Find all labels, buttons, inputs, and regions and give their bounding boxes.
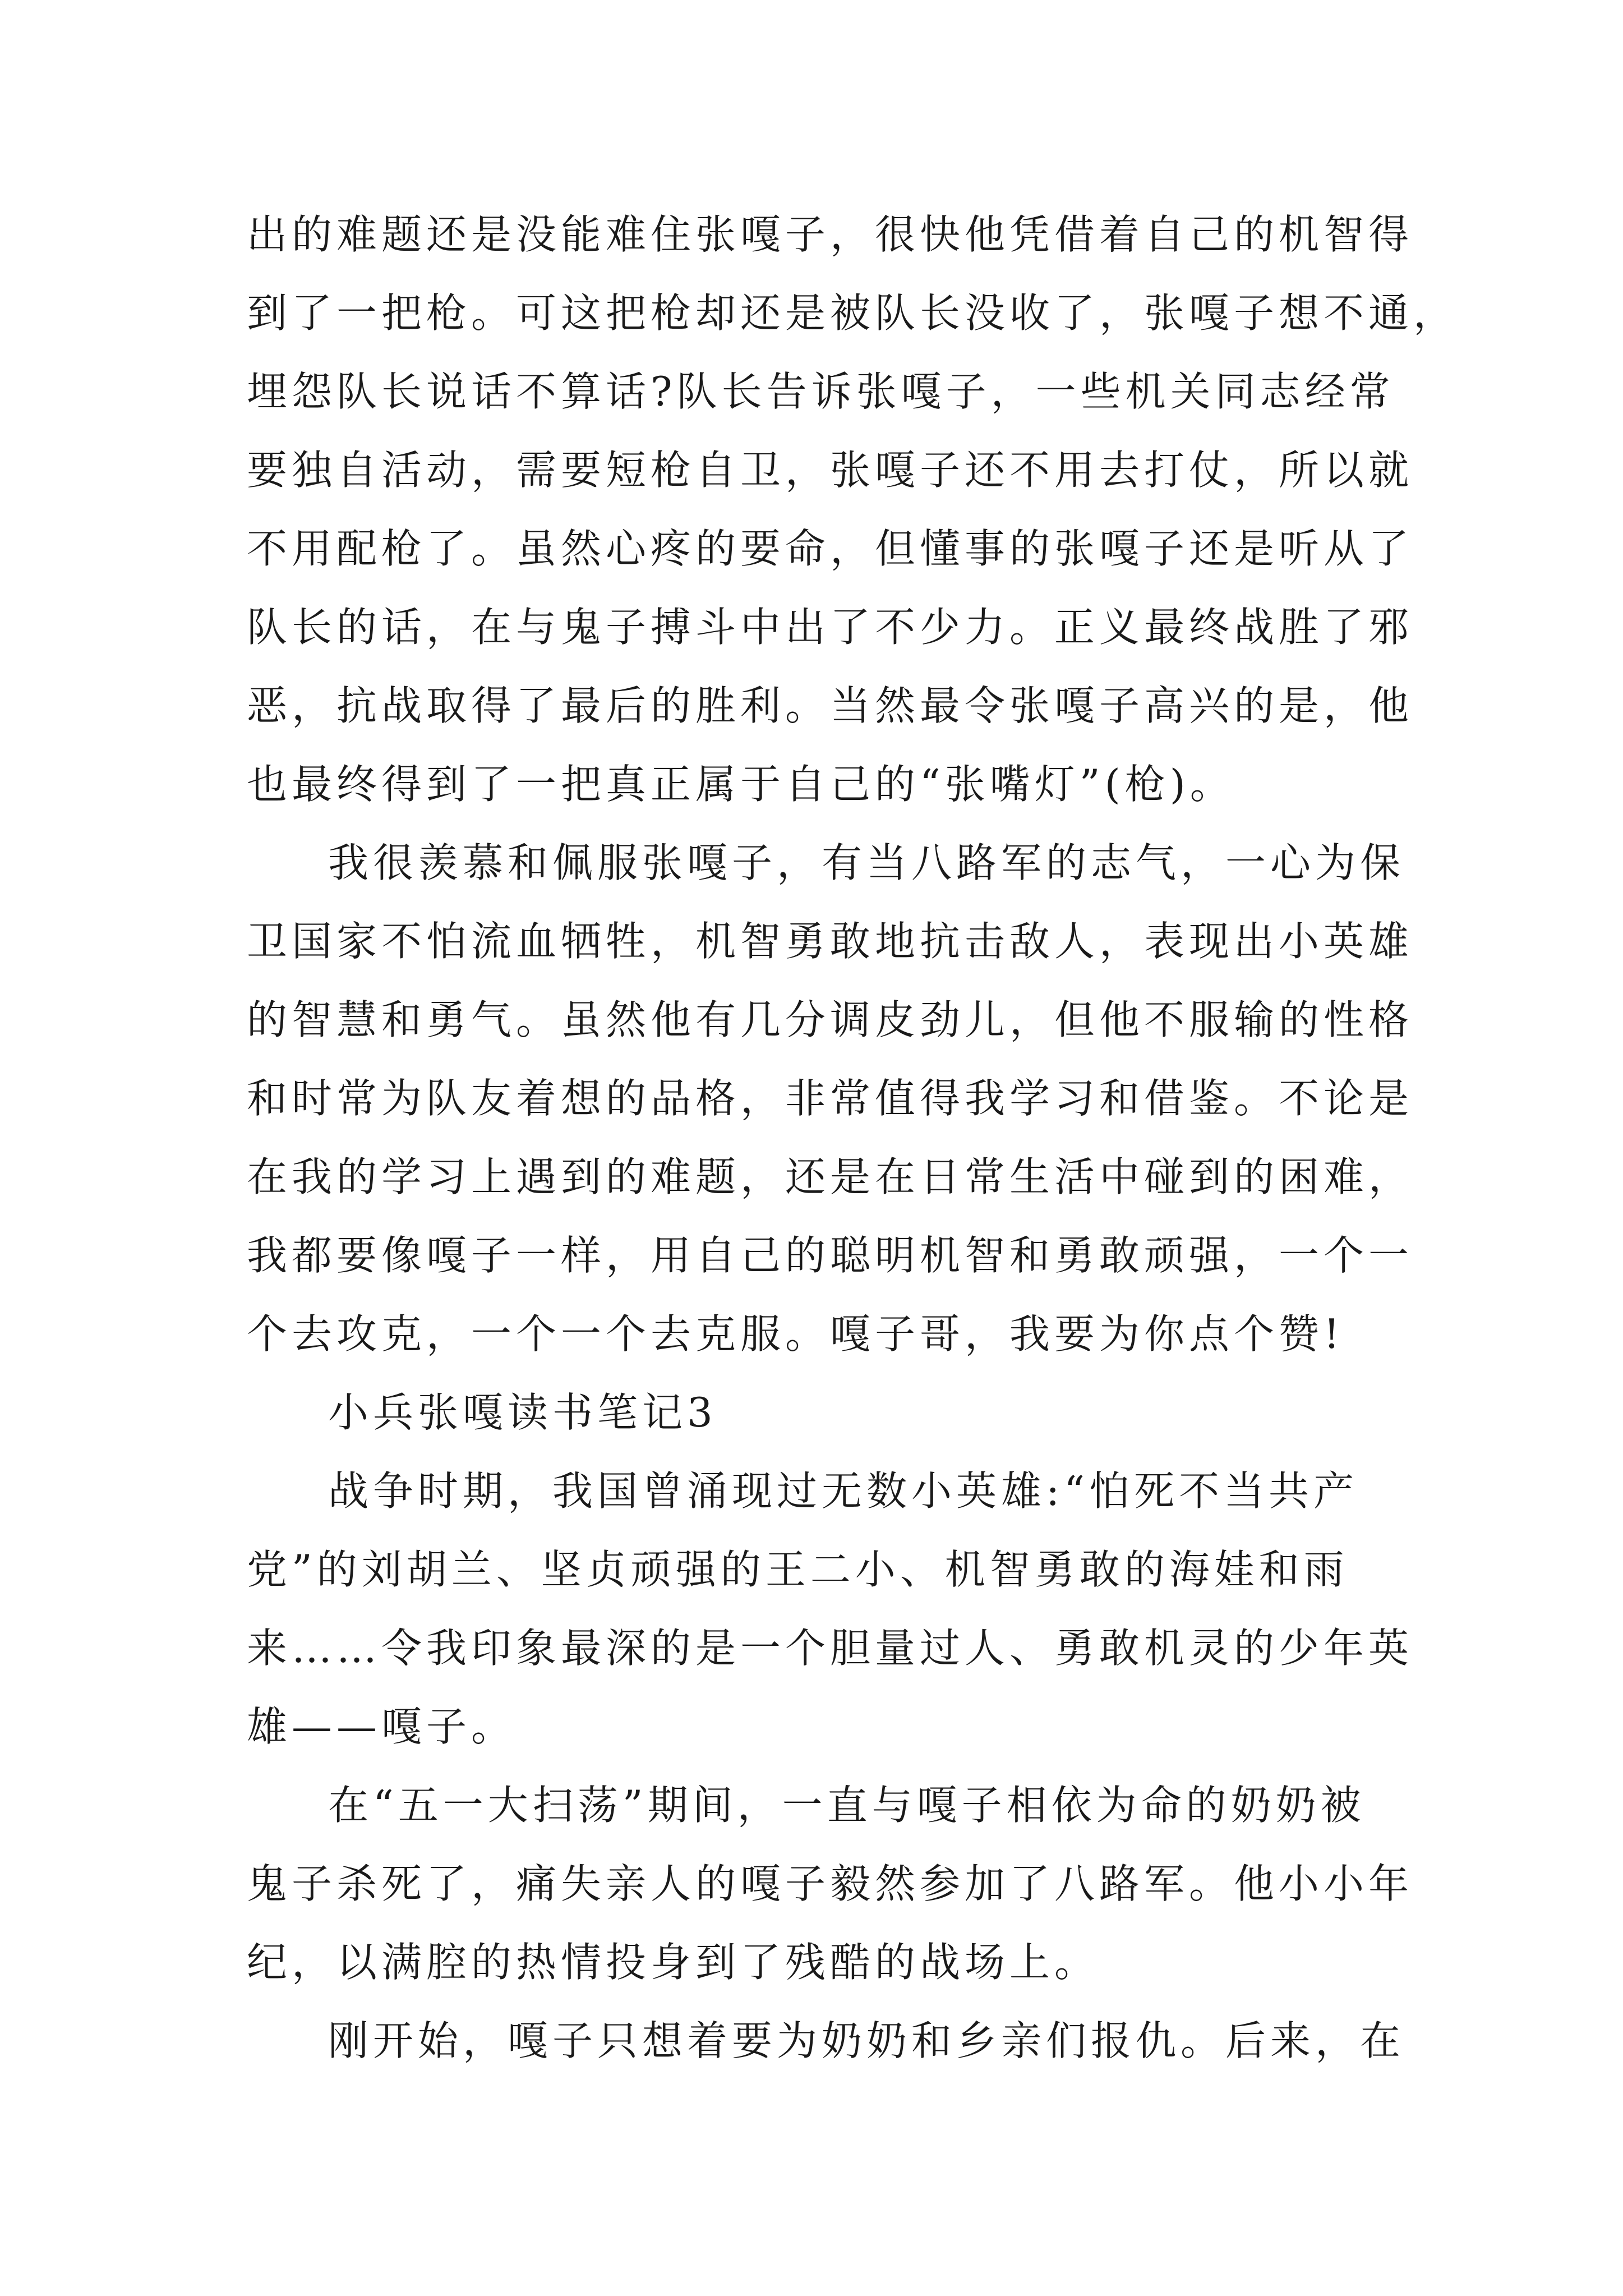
text-line: 埋怨队长说话不算话?队长告诉张嘎子，一些机关同志经常 xyxy=(247,368,1395,415)
text-line: 纪，以满腔的热情投身到了残酷的战场上。 xyxy=(247,1939,1100,1986)
text-line: 恶，抗战取得了最后的胜利。当然最令张嘎子高兴的是，他 xyxy=(247,682,1414,729)
text-line: 鬼子杀死了，痛失亲人的嘎子毅然参加了八路军。他小小年 xyxy=(247,1860,1414,1907)
text-line: 到了一把枪。可这把枪却还是被队长没收了，张嘎子想不通， xyxy=(247,289,1459,337)
section-heading: 小兵张嘎读书笔记3 xyxy=(328,1389,717,1436)
text-line: 卫国家不怕流血牺牲，机智勇敢地抗击敌人，表现出小英雄 xyxy=(247,918,1414,965)
paragraph-start-line: 我很羡慕和佩服张嘎子，有当八路军的志气，一心为保 xyxy=(328,839,1405,886)
text-line: 个去攻克，一个一个去克服。嘎子哥，我要为你点个赞! xyxy=(247,1310,1344,1358)
paragraph-start-line: 刚开始，嘎子只想着要为奶奶和乡亲们报仇。后来，在 xyxy=(328,2017,1405,2064)
text-line: 也最终得到了一把真正属于自己的“张嘴灯”(枪)。 xyxy=(247,761,1235,808)
text-line: 党”的刘胡兰、坚贞顽强的王二小、机智勇敢的海娃和雨 xyxy=(247,1546,1349,1593)
text-line: 的智慧和勇气。虽然他有几分调皮劲儿，但他不服输的性格 xyxy=(247,996,1414,1043)
paragraph-start-line: 在“五一大扫荡”期间，一直与嘎子相依为命的奶奶被 xyxy=(328,1782,1366,1829)
text-line: 和时常为队友着想的品格，非常值得我学习和借鉴。不论是 xyxy=(247,1075,1414,1122)
text-line: 雄——嘎子。 xyxy=(247,1703,517,1750)
text-line: 出的难题还是没能难住张嘎子，很快他凭借着自己的机智得 xyxy=(247,211,1414,258)
text-line: 来……令我印象最深的是一个胆量过人、勇敢机灵的少年英 xyxy=(247,1625,1414,1672)
text-line: 要独自活动，需要短枪自卫，张嘎子还不用去打仗，所以就 xyxy=(247,447,1414,494)
text-line: 不用配枪了。虽然心疼的要命，但懂事的张嘎子还是听从了 xyxy=(247,525,1414,572)
paragraph-start-line: 战争时期，我国曾涌现过无数小英雄:“怕死不当共产 xyxy=(328,1467,1359,1515)
text-line: 队长的话，在与鬼子搏斗中出了不少力。正义最终战胜了邪 xyxy=(247,604,1414,651)
text-line: 我都要像嘎子一样，用自己的聪明机智和勇敢顽强，一个一 xyxy=(247,1232,1414,1279)
text-line: 在我的学习上遇到的难题，还是在日常生活中碰到的困难， xyxy=(247,1153,1414,1200)
